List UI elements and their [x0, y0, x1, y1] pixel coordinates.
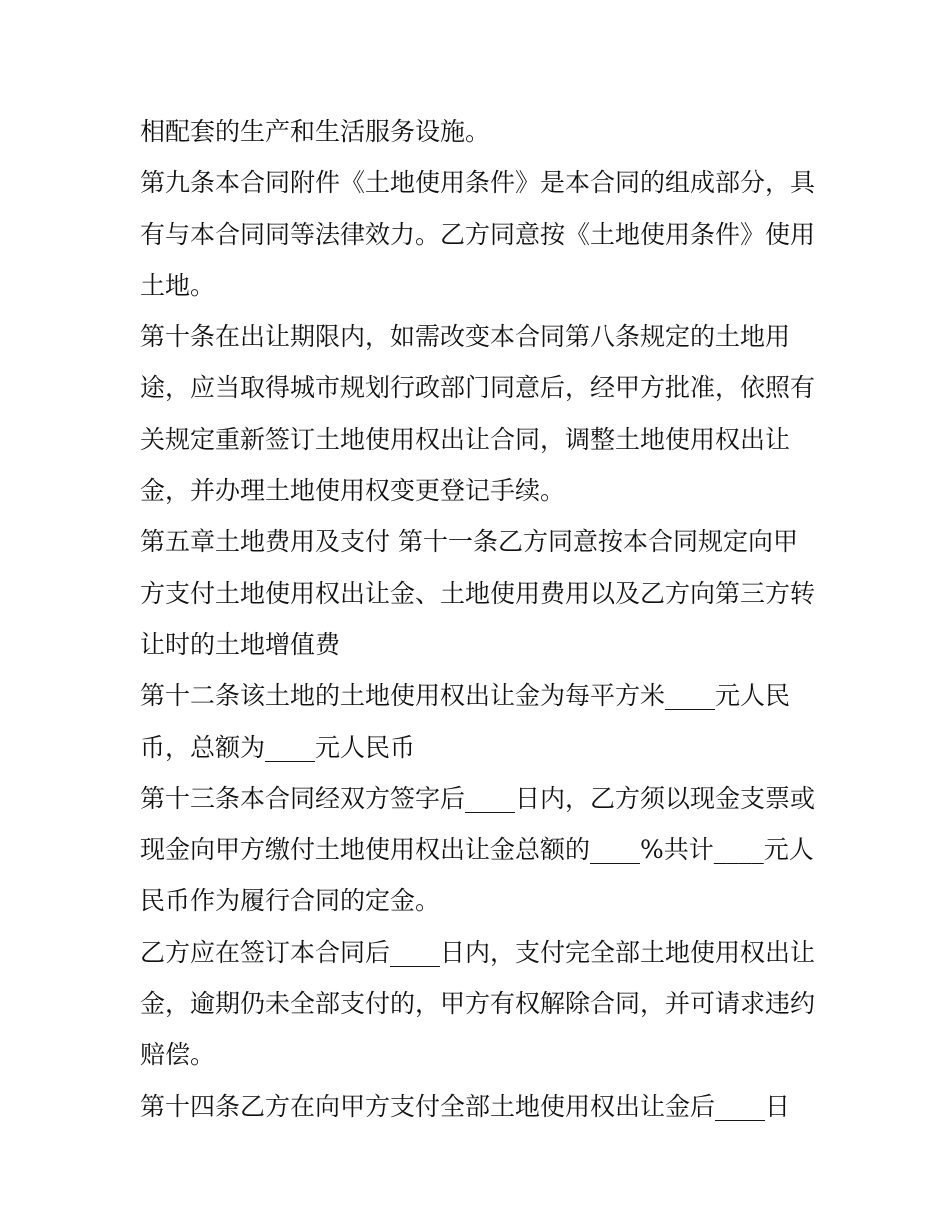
- text-line: 关规定重新签订土地使用权出让合同，调整土地使用权出让: [140, 424, 791, 454]
- text-line: 币，总额为____元人民币: [140, 732, 416, 762]
- text-line: 途，应当取得城市规划行政部门同意后，经甲方批准，依照有: [140, 373, 816, 403]
- text-line: 方支付土地使用权出让金、土地使用费用以及乙方向第三方转: [140, 578, 816, 608]
- text-line: 民币作为履行合同的定金。: [140, 886, 441, 916]
- text-line: 让时的土地增值费: [140, 629, 341, 659]
- text-line: 乙方应在签订本合同后____日内，支付完全部土地使用权出让: [140, 937, 816, 967]
- text-line: 第十条在出让期限内，如需改变本合同第八条规定的土地用: [140, 322, 791, 352]
- text-line: 现金向甲方缴付土地使用权出让金总额的____%共计____元人: [140, 835, 814, 865]
- text-line: 赔偿。: [140, 1040, 216, 1070]
- text-line: 相配套的生产和生活服务设施。: [140, 117, 491, 146]
- text-line: 土地。: [140, 270, 216, 300]
- text-line: 金，逾期仍未全部支付的，甲方有权解除合同，并可请求违约: [140, 989, 816, 1019]
- text-line: 第九条本合同附件《土地使用条件》是本合同的组成部分，具: [140, 168, 816, 198]
- text-line: 第十三条本合同经双方签字后____日内，乙方须以现金支票或: [140, 783, 816, 813]
- text-line: 第十二条该土地的土地使用权出让金为每平方米____元人民: [140, 681, 791, 711]
- text-line: 第五章土地费用及支付 第十一条乙方同意按本合同规定向甲: [140, 527, 798, 557]
- contract-text: [140, 106, 820, 1132]
- text-line: 有与本合同同等法律效力。乙方同意按《土地使用条件》使用: [140, 219, 816, 249]
- text-line: 第十四条乙方在向甲方支付全部土地使用权出让金后____日: [140, 1091, 791, 1121]
- text-line: 金，并办理土地使用权变更登记手续。: [140, 476, 566, 506]
